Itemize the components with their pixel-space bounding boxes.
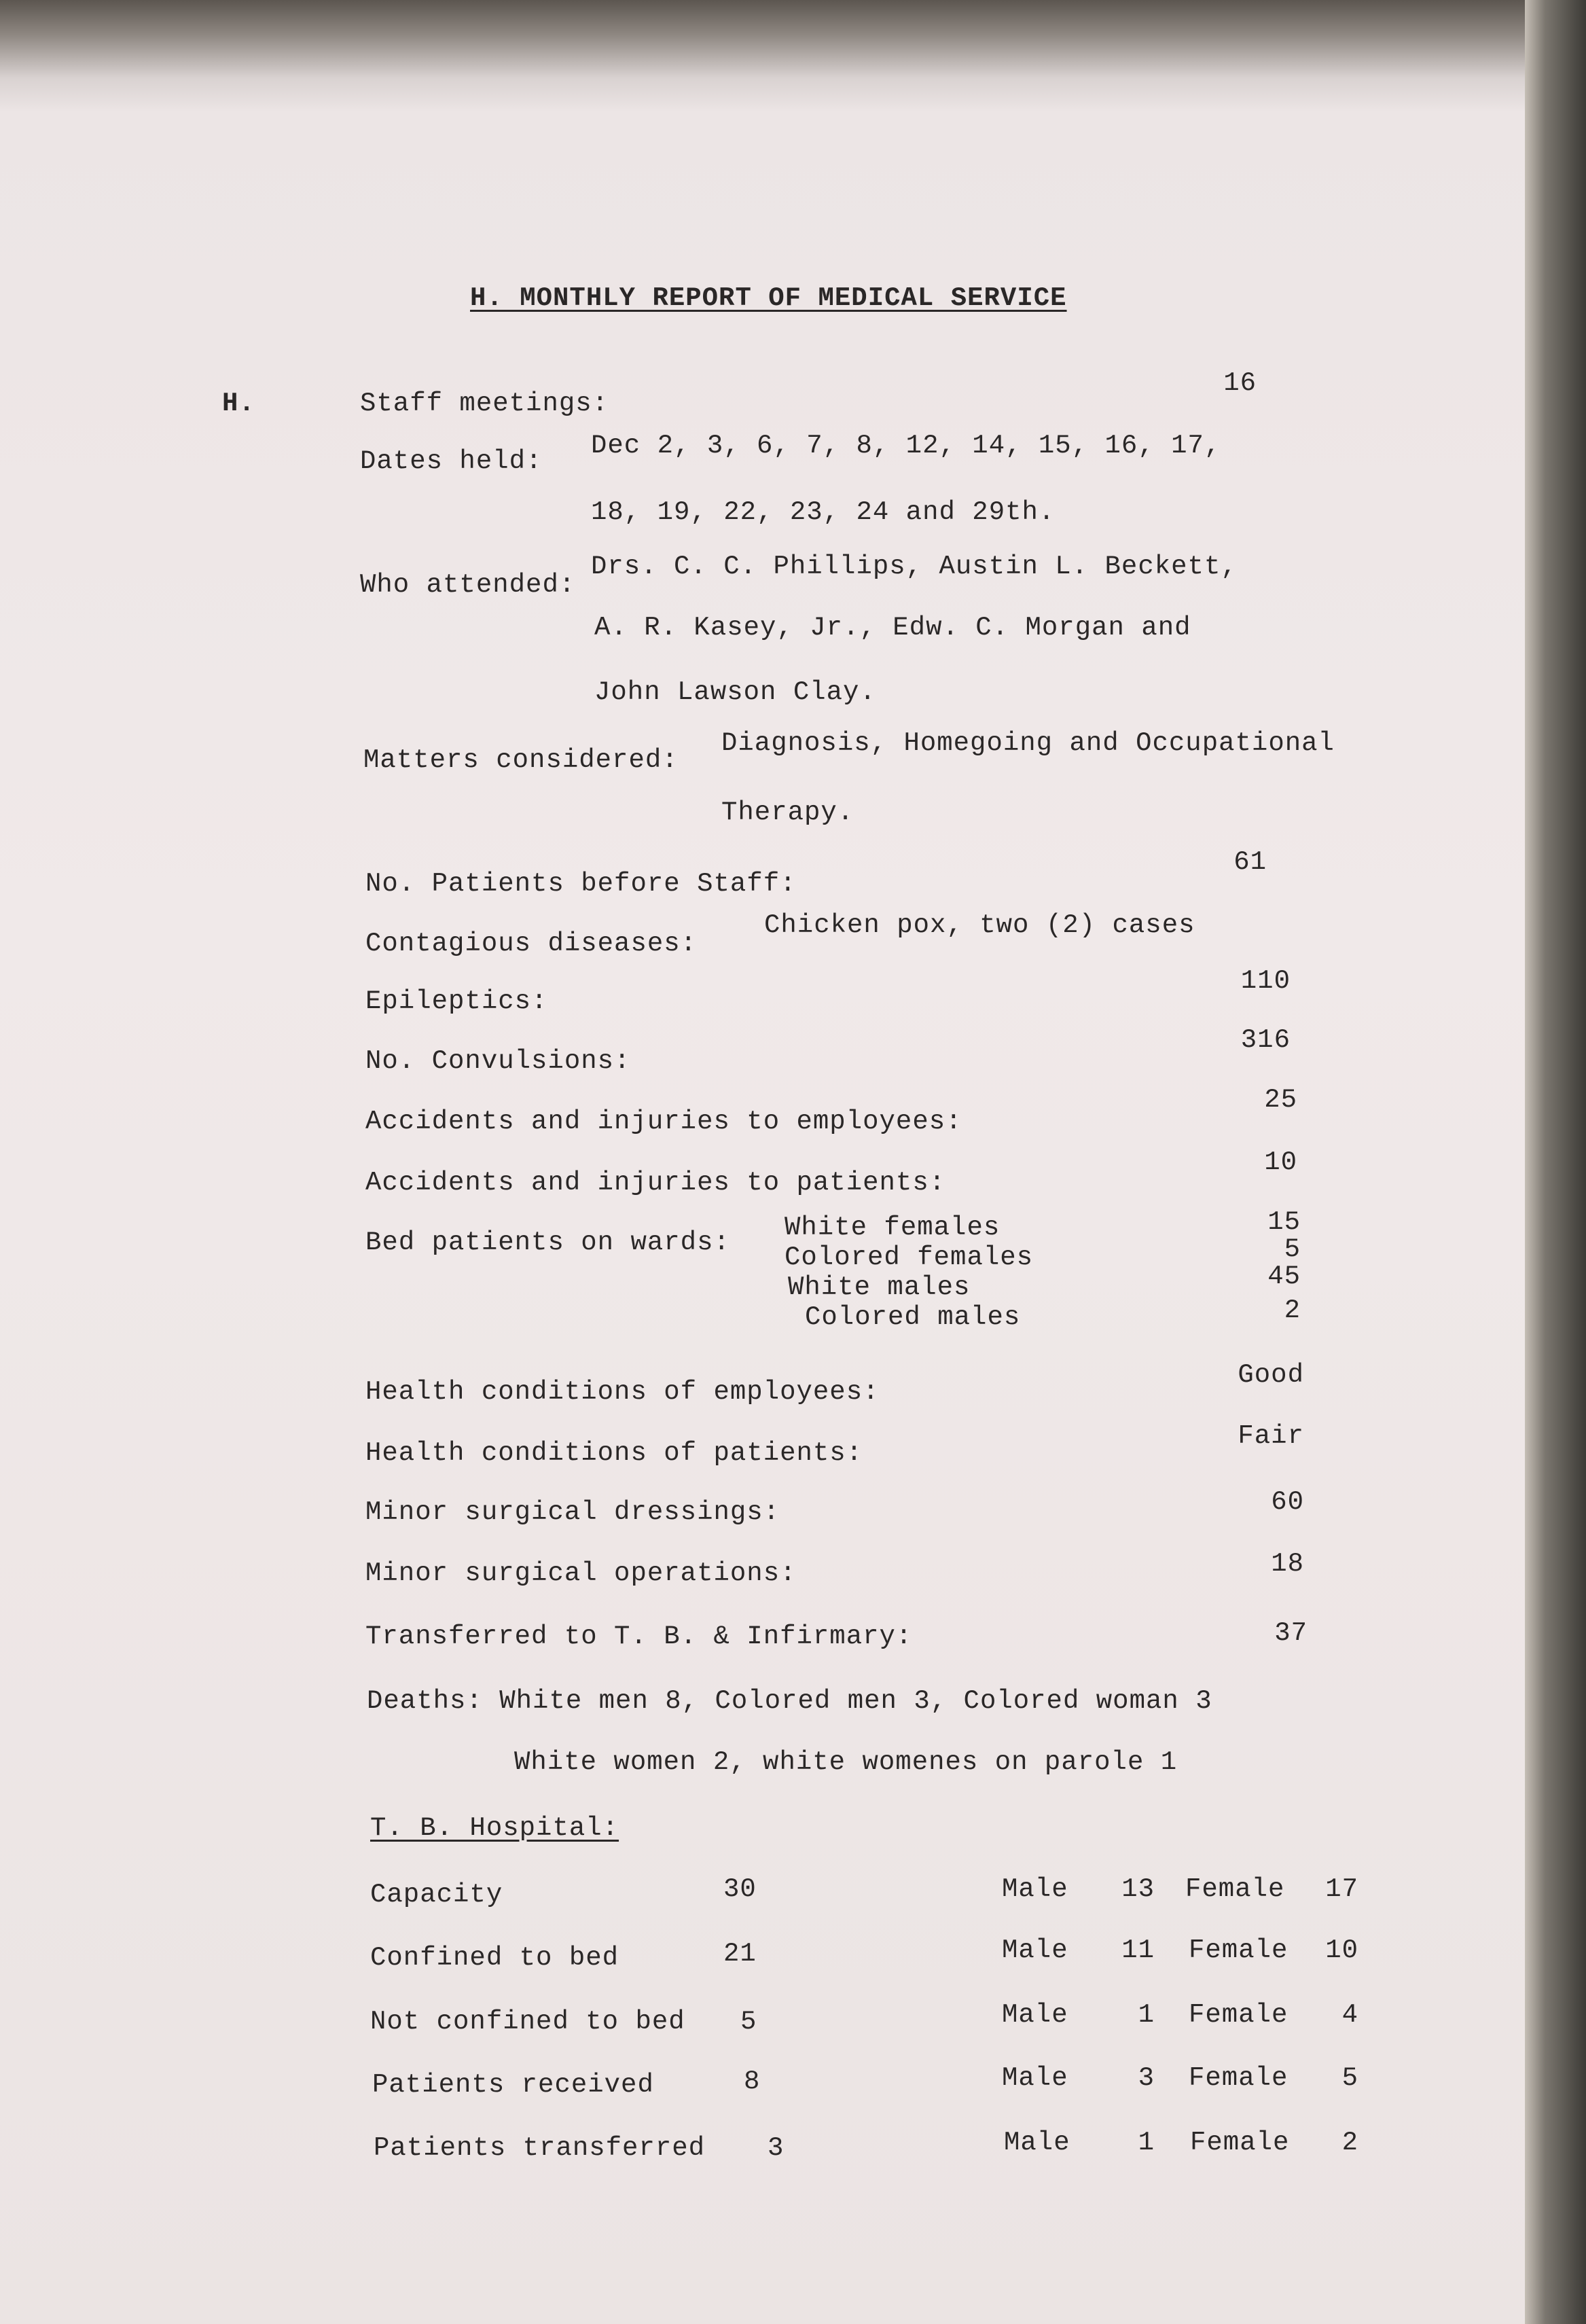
patients-before-staff-label: No. Patients before Staff: <box>365 869 797 899</box>
dates-held-label: Dates held: <box>360 446 543 476</box>
report-title: H. MONTHLY REPORT OF MEDICAL SERVICE <box>470 283 1067 313</box>
convulsions-label: No. Convulsions: <box>365 1046 631 1076</box>
dates-held-line1: Dec 2, 3, 6, 7, 8, 12, 14, 15, 16, 17, <box>591 431 1221 461</box>
tb-row-total: 8 <box>744 2067 761 2096</box>
tb-row-female-label: Female <box>1189 1935 1288 1965</box>
minor-operations-label: Minor surgical operations: <box>365 1558 797 1588</box>
tb-row-female: 17 <box>1325 1874 1358 1904</box>
tb-row-female: 10 <box>1325 1935 1358 1965</box>
tb-hospital-heading: T. B. Hospital: <box>370 1813 619 1843</box>
tb-row-label: Patients transferred <box>374 2133 706 2163</box>
who-attended-line1: Drs. C. C. Phillips, Austin L. Beckett, <box>591 552 1238 582</box>
who-attended-line3: John Lawson Clay. <box>594 677 876 707</box>
health-patients-value: Fair <box>1238 1421 1304 1451</box>
tb-row-female-label: Female <box>1190 2128 1290 2158</box>
tb-row-male: 11 <box>1121 1935 1155 1965</box>
bed-row-value: 45 <box>1267 1262 1301 1291</box>
tb-row-female-label: Female <box>1189 2000 1288 2030</box>
bed-row-label: White females <box>785 1213 1001 1243</box>
deaths-line2: White women 2, white womenes on parole 1 <box>514 1747 1178 1777</box>
matters-line1: Diagnosis, Homegoing and Occupational <box>721 728 1335 758</box>
acc-patients-value: 10 <box>1264 1147 1297 1177</box>
contagious-label: Contagious diseases: <box>365 929 698 959</box>
tb-row-total: 30 <box>723 1874 757 1904</box>
minor-dressings-label: Minor surgical dressings: <box>365 1497 780 1527</box>
tb-row-label: Not confined to bed <box>370 2007 685 2037</box>
tb-row-female-label: Female <box>1185 1874 1285 1904</box>
convulsions-value: 316 <box>1240 1025 1291 1055</box>
bed-patients-label: Bed patients on wards: <box>365 1228 730 1257</box>
matters-line2: Therapy. <box>721 798 854 827</box>
tb-row-total: 21 <box>723 1939 757 1969</box>
epileptics-label: Epileptics: <box>365 986 548 1016</box>
epileptics-value: 110 <box>1240 966 1291 996</box>
tb-row-male-label: Male <box>1002 1935 1068 1965</box>
tb-row-label: Capacity <box>370 1880 503 1910</box>
tb-row-total: 5 <box>740 2007 757 2037</box>
bed-row-label: Colored females <box>785 1243 1034 1272</box>
contagious-value: Chicken pox, two (2) cases <box>764 910 1195 940</box>
who-attended-label: Who attended: <box>360 570 576 600</box>
tb-row-male: 1 <box>1138 2000 1155 2030</box>
minor-dressings-value: 60 <box>1271 1487 1304 1517</box>
tb-row-female: 5 <box>1341 2063 1358 2093</box>
tb-row-male: 1 <box>1138 2128 1155 2158</box>
staff-meetings-value: 16 <box>1223 368 1257 398</box>
section-marker: H. <box>222 389 255 418</box>
tb-row-male-label: Male <box>1004 2128 1070 2158</box>
patients-before-staff-value: 61 <box>1233 847 1267 877</box>
health-patients-label: Health conditions of patients: <box>365 1438 863 1468</box>
transferred-tb-value: 37 <box>1274 1618 1308 1648</box>
bed-row-label: White males <box>788 1272 971 1302</box>
minor-operations-value: 18 <box>1271 1549 1304 1579</box>
bed-row-value: 5 <box>1284 1234 1301 1264</box>
health-employees-label: Health conditions of employees: <box>365 1377 880 1407</box>
tb-row-male: 3 <box>1138 2063 1155 2093</box>
tb-row-male-label: Male <box>1002 2000 1068 2030</box>
page-edge <box>1525 0 1586 2324</box>
tb-row-label: Confined to bed <box>370 1943 619 1973</box>
bed-row-value: 2 <box>1284 1295 1301 1325</box>
matters-label: Matters considered: <box>363 745 679 775</box>
acc-employees-label: Accidents and injuries to employees: <box>365 1107 962 1137</box>
tb-row-male: 13 <box>1121 1874 1155 1904</box>
tb-row-female: 2 <box>1341 2128 1358 2158</box>
bed-row-value: 15 <box>1267 1207 1301 1237</box>
tb-row-male-label: Male <box>1002 1874 1068 1904</box>
tb-row-label: Patients received <box>372 2070 654 2100</box>
tb-row-male-label: Male <box>1002 2063 1068 2093</box>
acc-employees-value: 25 <box>1264 1085 1297 1115</box>
dates-held-line2: 18, 19, 22, 23, 24 and 29th. <box>591 497 1056 527</box>
who-attended-line2: A. R. Kasey, Jr., Edw. C. Morgan and <box>594 613 1191 643</box>
health-employees-value: Good <box>1238 1360 1304 1390</box>
bed-row-label: Colored males <box>805 1302 1021 1332</box>
tb-row-female: 4 <box>1341 2000 1358 2030</box>
transferred-tb-label: Transferred to T. B. & Infirmary: <box>365 1622 913 1651</box>
deaths-line1: Deaths: White men 8, Colored men 3, Colored woman 3 <box>367 1686 1212 1716</box>
staff-meetings-label: Staff meetings: <box>360 389 609 418</box>
acc-patients-label: Accidents and injuries to patients: <box>365 1168 946 1198</box>
tb-row-female-label: Female <box>1189 2063 1288 2093</box>
tb-row-total: 3 <box>768 2133 785 2163</box>
